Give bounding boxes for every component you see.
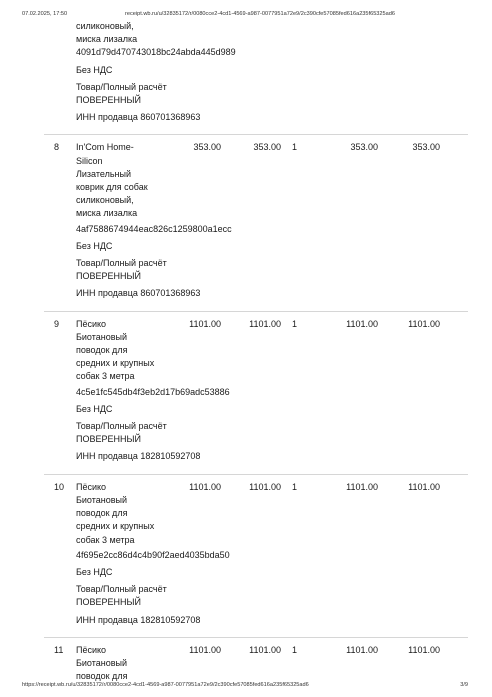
item-code: 4af7588674944eac826c1259800a1ecc: [76, 223, 232, 234]
item-amount: 1101.00: [249, 318, 281, 329]
item-status: ПОВЕРЕННЫЙ: [76, 597, 141, 608]
item-cost: 1101.00: [408, 481, 440, 492]
item-code: 4c5e1fc545db4f3eb2d17b69adc53886: [76, 386, 230, 397]
print-datetime: 07.02.2025, 17:50: [22, 11, 68, 17]
item-seller-inn: ИНН продавца 182810592708: [76, 614, 201, 625]
item-price: 1101.00: [189, 318, 221, 329]
item-status: ПОВЕРЕННЫЙ: [76, 434, 141, 445]
page-number: 3/9: [460, 682, 468, 688]
item-price: 1101.00: [189, 481, 221, 492]
item-number: 11: [54, 644, 64, 655]
item-quantity: 1: [292, 481, 298, 492]
item-amount: 1101.00: [249, 481, 281, 492]
item-total: 353.00: [350, 142, 378, 153]
receipt-item-8: [0, 135, 492, 310]
item-name: Пёсико Биотановый поводок для: [76, 644, 128, 682]
item-amount: 353.00: [253, 142, 281, 153]
item-type: Товар/Полный расчёт: [76, 81, 167, 92]
item-cost: 353.00: [412, 142, 440, 153]
item-type: Товар/Полный расчёт: [76, 258, 167, 269]
item-name: Пёсико Биотановый поводок для средних и крупных собак 3 метра: [76, 318, 155, 382]
item-amount: 1101.00: [249, 644, 281, 655]
item-number: 9: [54, 318, 60, 329]
item-type: Товар/Полный расчёт: [76, 421, 167, 432]
receipt-item-10: [0, 475, 492, 637]
receipt-item-7-continued: [0, 18, 492, 134]
item-cost: 1101.00: [408, 318, 440, 329]
item-price: 1101.00: [189, 644, 221, 655]
item-vat: Без НДС: [76, 64, 113, 75]
item-total: 1101.00: [346, 644, 378, 655]
item-quantity: 1: [292, 142, 298, 153]
item-total: 1101.00: [346, 318, 378, 329]
item-seller-inn: ИНН продавца 860701368963: [76, 288, 201, 299]
item-status: ПОВЕРЕННЫЙ: [76, 95, 141, 106]
footer-url: https://receipt.wb.ru/u/32835172/r/0080cce2-4cd1-4569-a987-0077951a72e9/2c390cfe57085fed616a235f65325ad6: [22, 682, 309, 688]
item-code: 4f695e2cc86d4c4b90f2aed4035bda50: [76, 549, 230, 560]
receipt-item-9: [0, 312, 492, 474]
item-number: 10: [54, 481, 65, 492]
item-price: 353.00: [193, 142, 221, 153]
item-seller-inn: ИНН продавца 860701368963: [76, 112, 201, 123]
item-vat: Без НДС: [76, 566, 113, 577]
item-quantity: 1: [292, 318, 298, 329]
item-code: 4091d79d470743018bc24abda445d989: [76, 47, 236, 58]
receipt-table: [0, 18, 492, 693]
item-name: In'Com Home- Silicon Лизательный коврик для собак силиконовый, миска лизалка: [76, 142, 148, 219]
item-number: 8: [54, 142, 60, 153]
item-vat: Без НДС: [76, 240, 113, 251]
item-name: силиконовый, миска лизалка: [76, 21, 138, 45]
print-url: receipt.wb.ru/u/32835172/r/0080cce2-4cd1-4569-a987-0077951a72e9/2c390cfe57085fed616a235f65325ad6: [125, 11, 395, 17]
item-name: Пёсико Биотановый поводок для средних и крупных собак 3 метра: [76, 481, 155, 545]
item-status: ПОВЕРЕННЫЙ: [76, 271, 141, 282]
item-cost: 1101.00: [408, 644, 440, 655]
item-seller-inn: ИНН продавца 182810592708: [76, 451, 201, 462]
item-type: Товар/Полный расчёт: [76, 584, 167, 595]
item-quantity: 1: [292, 644, 298, 655]
item-total: 1101.00: [346, 481, 378, 492]
item-vat: Без НДС: [76, 403, 113, 414]
